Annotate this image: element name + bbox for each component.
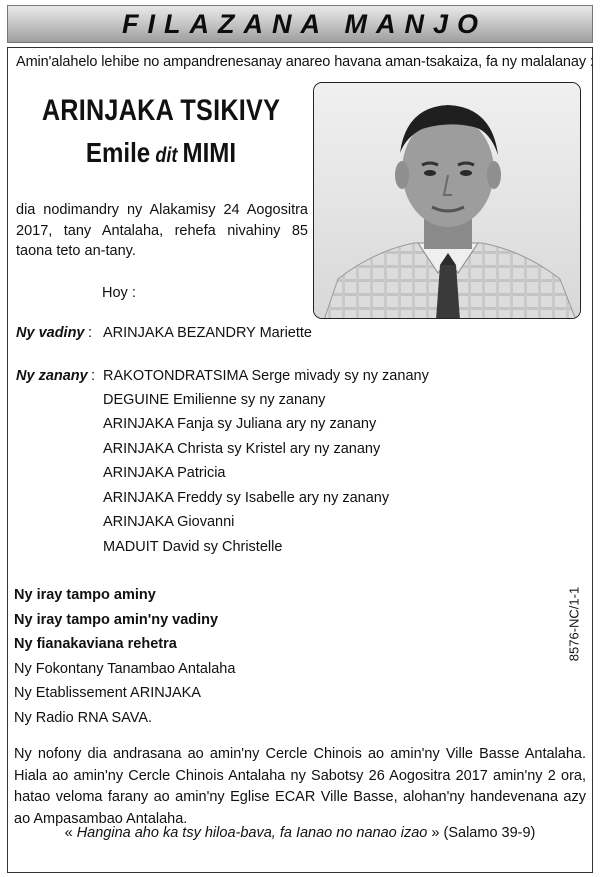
child-item: ARINJAKA Freddy sy Isabelle ary ny zanany bbox=[103, 490, 390, 506]
children-label: Ny zanany bbox=[16, 368, 88, 384]
quote-close: » bbox=[431, 825, 440, 841]
hoy-label: Hoy : bbox=[102, 285, 136, 301]
child-item: DEGUINE Emilienne sy ny zanany bbox=[103, 392, 326, 408]
child-item: ARINJAKA Giovanni bbox=[103, 514, 235, 530]
relative-item: Ny fianakaviana rehetra bbox=[14, 636, 177, 652]
widow-label: Ny vadiny bbox=[16, 325, 85, 341]
child-item: ARINJAKA Fanja sy Juliana ary ny zanany bbox=[103, 416, 377, 432]
deceased-given-name bbox=[38, 137, 284, 169]
deceased-surname: ARINJAKA TSIKIVY bbox=[41, 94, 281, 127]
quote-open: « bbox=[64, 825, 73, 841]
portrait-photo-icon bbox=[314, 83, 581, 319]
relative-item: Ny iray tampo amin'ny vadiny bbox=[14, 612, 219, 628]
relative-item: Ny Fokontany Tanambao Antalaha bbox=[14, 661, 236, 677]
dit-label: dit bbox=[155, 144, 178, 167]
reference-code: 8576-NC/1-1 bbox=[566, 586, 582, 662]
quote-text: Hangina aho ka tsy hiloa-bava, fa Ianao no nanao izao bbox=[76, 825, 428, 841]
relative-item: Ny iray tampo aminy bbox=[14, 587, 156, 603]
child-item: RAKOTONDRATSIMA Serge mivady sy ny zanany bbox=[103, 368, 429, 384]
intro-text: Amin'alahelo lehibe no ampandrenesanay anareo havana aman-tsakaiza, fa ny malalanay : bbox=[16, 54, 594, 70]
widow-separator: : bbox=[88, 325, 93, 341]
portrait-photo bbox=[313, 82, 581, 319]
closing-paragraph: Ny nofony dia andrasana ao amin'ny Cercle Chinois ao amin'ny Ville Basse Antalaha. Hiala ao amin'ny Cercle Chinois Antalaha ny Sabotsy 26 Aogositra 2017 amin'ny 2 ora, hatao veloma farany ao amin'ny Eglise ECAR Ville Basse, alohan'ny handevenana azy ao Ampasambao Antalaha. bbox=[14, 746, 586, 827]
scripture-quote bbox=[0, 825, 600, 841]
nickname: MIMI bbox=[182, 137, 237, 168]
death-notice: dia nodimandry ny Alakamisy 24 Aogositra 2017, tany Antalaha, rehefa nivahiny 85 taona teto an-tany. bbox=[16, 202, 308, 259]
relative-item: Ny Etablissement ARINJAKA bbox=[14, 685, 201, 701]
first-name: Emile bbox=[85, 137, 151, 168]
header-banner bbox=[7, 5, 593, 43]
children-separator: : bbox=[91, 368, 96, 384]
child-item: ARINJAKA Christa sy Kristel ary ny zanany bbox=[103, 441, 381, 457]
widow-name: ARINJAKA BEZANDRY Mariette bbox=[103, 325, 312, 341]
child-item: ARINJAKA Patricia bbox=[103, 465, 226, 481]
quote-source: (Salamo 39-9) bbox=[443, 825, 536, 841]
page-title: FILAZANA MANJO bbox=[122, 8, 487, 39]
child-item: MADUIT David sy Christelle bbox=[103, 539, 283, 555]
relative-item: Ny Radio RNA SAVA. bbox=[14, 710, 153, 726]
